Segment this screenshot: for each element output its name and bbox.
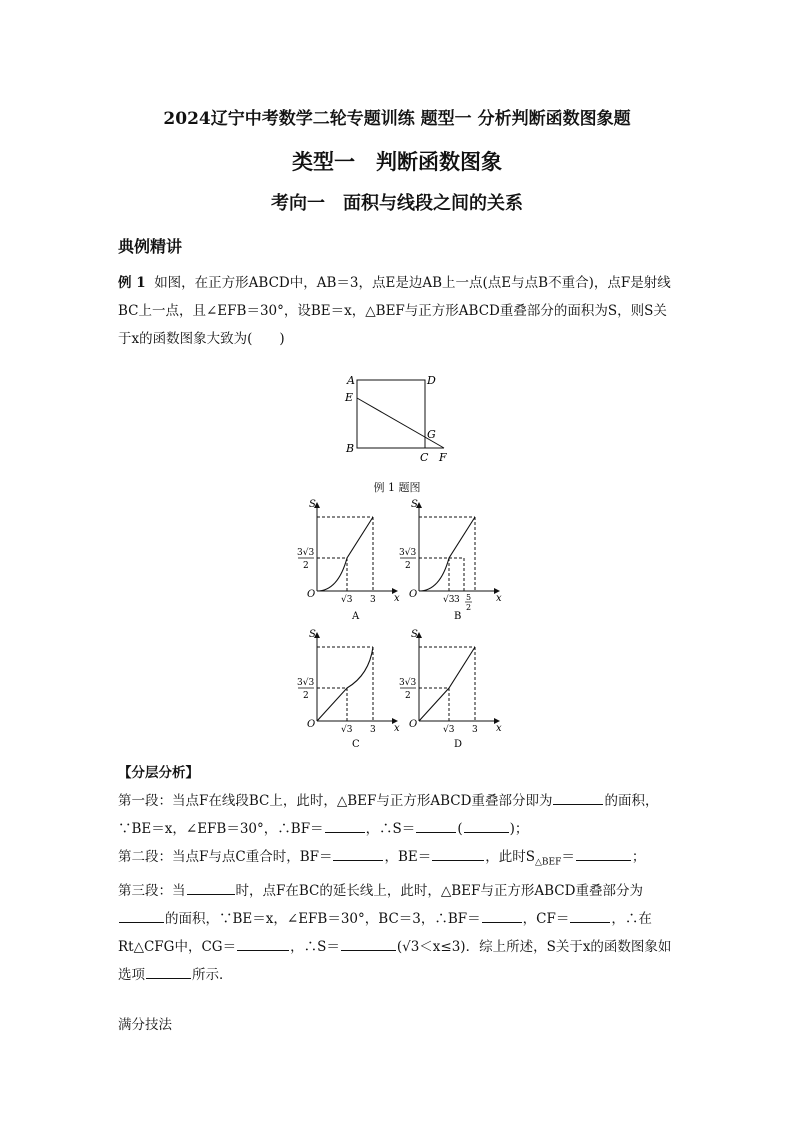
svg-text:O: O — [409, 719, 418, 730]
svg-text:2: 2 — [466, 603, 472, 612]
svg-text:√3: √3 — [341, 725, 353, 735]
svg-text:x: x — [394, 593, 400, 604]
svg-text:2: 2 — [405, 691, 411, 701]
svg-text:√3: √3 — [443, 725, 455, 735]
svg-text:S: S — [411, 499, 418, 510]
svg-text:3√3: 3√3 — [297, 548, 315, 558]
figure-caption: 例 1 题图 — [373, 481, 421, 494]
type-title: 类型一 判断函数图象 — [292, 149, 502, 174]
fill-blank[interactable] — [325, 819, 365, 833]
fill-blank[interactable] — [146, 965, 191, 979]
svg-text:3: 3 — [370, 595, 376, 605]
fill-blank[interactable] — [464, 819, 509, 833]
option-c-graph — [297, 629, 400, 750]
svg-text:3: 3 — [370, 725, 376, 735]
option-b-graph — [399, 499, 502, 622]
svg-text:x: x — [496, 593, 502, 604]
svg-text:3√3: 3√3 — [297, 678, 315, 688]
point-e-label: E — [345, 391, 354, 404]
svg-text:√3: √3 — [443, 595, 455, 605]
point-a-label: A — [347, 374, 355, 387]
point-f-label: F — [439, 451, 447, 464]
svg-text:2: 2 — [303, 561, 309, 571]
direction-title: 考向一 面积与线段之间的关系 — [271, 193, 523, 214]
fill-blank[interactable] — [119, 909, 164, 923]
fill-blank[interactable] — [432, 847, 484, 861]
point-d-label: D — [427, 374, 436, 387]
fill-blank[interactable] — [553, 791, 603, 805]
svg-text:2: 2 — [303, 691, 309, 701]
svg-text:O: O — [307, 719, 316, 730]
svg-text:3√3: 3√3 — [399, 548, 417, 558]
section-heading: 典例精讲 — [118, 237, 183, 256]
fill-blank[interactable] — [341, 937, 396, 951]
svg-text:O: O — [307, 589, 316, 600]
document-title: 2024辽宁中考数学二轮专题训练 题型一 分析判断函数图象题 — [163, 109, 631, 129]
svg-text:O: O — [409, 589, 418, 600]
option-a-graph — [297, 499, 400, 622]
svg-text:3√3: 3√3 — [399, 678, 417, 688]
geometry-figure — [330, 370, 460, 465]
fill-blank[interactable] — [187, 881, 235, 895]
analysis-paragraph: 第一段：当点F在线段BC上，此时，△BEF与正方形ABCD重叠部分即为 的面积，∵BE＝x，∠EFB＝30°，∴BF＝ ，∴S＝ ( )； 第二段：当点F与点C重合时，BF＝ ，BE＝ ，此时$S_{\triangle BEF}=$ ； 第三段：当 时，点F在BC的延长线上，此时，△BEF与正方形ABCD重叠部分为的面积，∵BE＝x，∠EFB＝30°，BC＝3，∴BF＝ ，CF＝ ，∴在Rt△CFG中，CG＝ ，∴S＝ (√3＜x≤3)．综上所述，S关于x的函数图象如选项 所示． — [118, 793, 672, 983]
svg-text:2: 2 — [405, 561, 411, 571]
square-abcd — [357, 380, 425, 448]
svg-text:√3: √3 — [341, 595, 353, 605]
example-text: 如图，在正方形ABCD中，AB＝3，点E是边AB上一点(点E与点B不重合)，点F是射线BC上一点，且∠EFB＝30°，设BE＝x，△BEF与正方形ABCD重叠部分的面积为S，则S关于x的函数图象大致为( ) — [118, 275, 671, 347]
fill-blank[interactable] — [570, 909, 610, 923]
example-label: 例 1 — [118, 275, 146, 291]
analysis-heading: 【分层分析】 — [118, 765, 199, 781]
svg-text:3: 3 — [472, 725, 478, 735]
fill-blank[interactable] — [416, 819, 456, 833]
option-d-label: D — [454, 739, 463, 750]
example-paragraph — [118, 269, 678, 353]
option-graphs — [290, 495, 510, 755]
point-b-label: B — [346, 442, 355, 455]
tips-heading: 满分技法 — [118, 1017, 172, 1033]
svg-text:x: x — [496, 723, 502, 734]
option-c-label: C — [352, 739, 360, 750]
svg-text:S: S — [411, 629, 418, 640]
svg-text:x: x — [394, 723, 400, 734]
svg-text:5: 5 — [466, 593, 472, 602]
option-d-graph — [399, 629, 502, 750]
point-g-label: G — [427, 428, 436, 441]
fill-blank[interactable] — [482, 909, 522, 923]
point-c-label: C — [420, 451, 429, 464]
svg-text:S: S — [309, 499, 316, 510]
fill-blank[interactable] — [237, 937, 289, 951]
option-b-label: B — [454, 611, 462, 622]
fill-blank[interactable] — [576, 847, 631, 861]
option-a-label: A — [352, 611, 360, 622]
svg-text:S: S — [309, 629, 316, 640]
fill-blank[interactable] — [333, 847, 383, 861]
svg-text:3: 3 — [454, 595, 460, 605]
